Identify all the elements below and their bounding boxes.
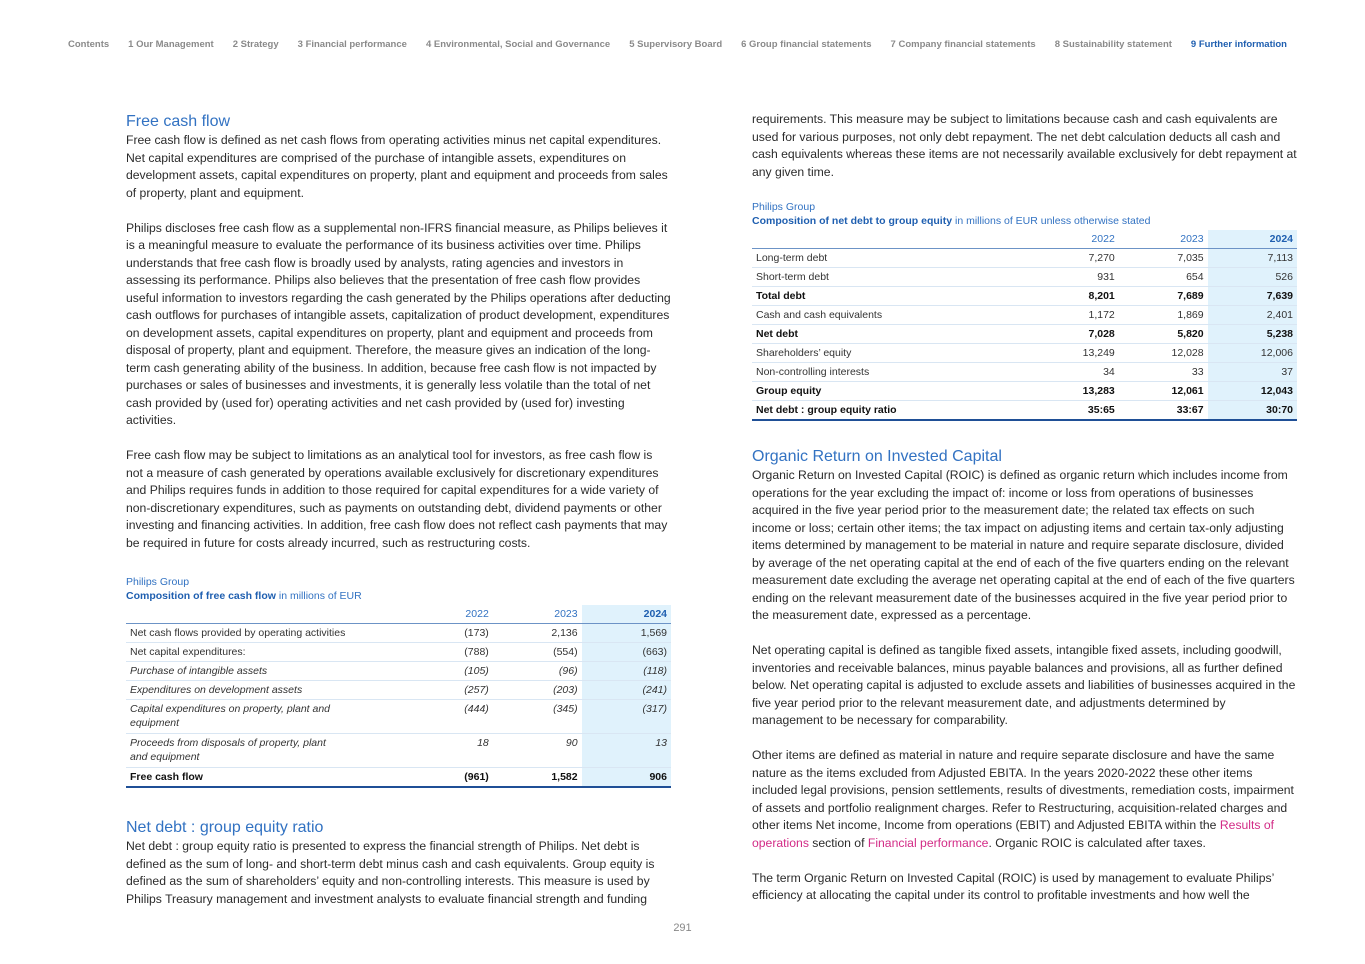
fcf-paragraph-1: Free cash flow is defined as net cash flows from operating activities minus net capital expenditures. Net capital expenditures are comprised of the purchase of intangible assets, expenditures on development assets, capital expenditures on property, plant and equipment and proceeds from sales of property, plant and equipment. [126, 133, 668, 200]
table-row-subtotal [752, 382, 1297, 401]
net-debt-table-title [752, 214, 1297, 228]
row-label: Non-controlling interests [752, 363, 1030, 382]
table-row-subtotal [752, 287, 1297, 306]
row-label: Shareholders’ equity [752, 344, 1030, 363]
row-label: Net debt [752, 325, 1030, 344]
row-label: Long-term debt [752, 249, 1030, 268]
cell-2022: (257) [404, 681, 493, 700]
cell-2024: 12,006 [1208, 344, 1297, 363]
cell-2022: 13,283 [1030, 382, 1119, 401]
row-label: Net capital expenditures: [126, 643, 404, 662]
row-label: Expenditures on development assets [126, 681, 404, 700]
cell-2024: 7,113 [1208, 249, 1297, 268]
cell-2023: 90 [493, 734, 582, 768]
net-debt-table-block [752, 201, 1297, 421]
net-debt-table [752, 230, 1297, 421]
cell-2023: 2,136 [493, 624, 582, 643]
table-row-total [752, 401, 1297, 421]
free-cash-flow-heading: Free cash flow [126, 113, 231, 130]
cell-2024: 906 [582, 768, 671, 788]
roic-paragraph-4: The term Organic Return on Invested Capital (ROIC) is used by management to evaluate Philips’ efficiency at allocating the capital under its control to profitable investments and how well the [752, 870, 1274, 902]
row-label: Net cash flows provided by operating activities [126, 624, 404, 643]
nav-sustainability-statement[interactable]: 8 Sustainability statement [1054, 39, 1172, 50]
cell-2024: 526 [1208, 268, 1297, 287]
top-navigation [68, 39, 1365, 50]
page-number: 291 [673, 922, 692, 934]
table-row [126, 624, 671, 643]
cell-2024: 37 [1208, 363, 1297, 382]
fcf-table-group: Philips Group [126, 576, 190, 588]
cell-2023: 33:67 [1119, 401, 1208, 421]
roic-paragraph-1: Organic Return on Invested Capital (ROIC) is defined as organic return which includes income from operations for the year excluding the impact of: income or loss from operations of businesses acquired in the five year period prior to the measurement date; the related tax effects on such income or loss; certain other items; the tax impact on adjusting items and certain tax-only adjusting items determined by management to be material in nature and require separate disclosure, divided by average of the net operating capital at the end of each of the five quarters ending on the relevant measurement date excluding the average net operating capital at the end of each of the five quarters ending on the relevant measurement date of the businesses acquired in the five year period prior to the measurement date, expressed as a percentage. [752, 468, 1295, 622]
cell-2024: (663) [582, 643, 671, 662]
net-debt-table-header [752, 230, 1297, 249]
cell-2023: 5,820 [1119, 325, 1208, 344]
year-2022-header: 2022 [1030, 230, 1119, 249]
year-2023-header: 2023 [1119, 230, 1208, 249]
net-debt-paragraph-1: Net debt : group equity ratio is presented to express the financial strength of Philips. Net debt is defined as the sum of long- and short-term debt minus cash and cash equivalents. Group equity is defined as the sum of shareholders’ equity and non-controlling interests. This measure is used by Philips Treasury management and investment analysts to evaluate financial strength and funding [126, 839, 655, 906]
fcf-table-header [126, 605, 671, 624]
roic-p3-text-a: Other items are defined as material in nature and require separate disclosure and have the same nature as the items excluded from Adjusted EBITA. In the years 2020-2022 these other items included legal provisions, pension settlements, results of divestments, remediation costs, impairment of assets and portfolio realignment charges. Refer to Restructuring, acquisition-related charges and other items Net income, Income from operations (EBIT) and Adjusted EBITA within the [752, 748, 1294, 832]
table-row [126, 700, 671, 734]
cell-2024: 5,238 [1208, 325, 1297, 344]
fcf-table-title-unit: in millions of EUR [275, 590, 362, 602]
net-debt-table-title-unit: in millions of EUR unless otherwise stated [952, 215, 1151, 227]
cell-2024: 12,043 [1208, 382, 1297, 401]
table-row [126, 734, 671, 768]
nav-supervisory-board[interactable]: 5 Supervisory Board [629, 39, 723, 50]
net-debt-table-group: Philips Group [752, 201, 816, 213]
net-debt-table-title-bold: Composition of net debt to group equity [752, 215, 953, 227]
cell-2022: 7,028 [1030, 325, 1119, 344]
table-row [752, 344, 1297, 363]
nav-further-information[interactable]: 9 Further information [1190, 39, 1287, 50]
cell-2023: 33 [1119, 363, 1208, 382]
cell-2022: (173) [404, 624, 493, 643]
cell-2022: 34 [1030, 363, 1119, 382]
cell-2022: 8,201 [1030, 287, 1119, 306]
cell-2022: 18 [404, 734, 493, 768]
table-row [752, 306, 1297, 325]
cell-2022: 931 [1030, 268, 1119, 287]
row-label: Capital expenditures on property, plant and equipment [126, 700, 404, 734]
nav-strategy[interactable]: 2 Strategy [232, 39, 279, 50]
year-2022-header: 2022 [404, 605, 493, 624]
nav-our-management[interactable]: 1 Our Management [128, 39, 214, 50]
fcf-table-title [126, 589, 671, 603]
cell-2023: (203) [493, 681, 582, 700]
cell-2023: (96) [493, 662, 582, 681]
row-label: Purchase of intangible assets [126, 662, 404, 681]
nav-group-financial-statements[interactable]: 6 Group financial statements [741, 39, 872, 50]
table-row-total [126, 768, 671, 788]
roic-paragraph-3 [752, 747, 1297, 852]
table-row [752, 268, 1297, 287]
cell-2024: 30:70 [1208, 401, 1297, 421]
net-debt-paragraph-1-continued: requirements. This measure may be subject to limitations because cash and cash equivalents are used for various purposes, not only debt repayment. The net debt calculation deducts all cash and cash equivalents whereas these items are not necessarily available exclusively for debt repayment at any given time. [752, 112, 1297, 179]
row-label: Net debt : group equity ratio [752, 401, 1030, 421]
table-row [126, 681, 671, 700]
roic-paragraph-2: Net operating capital is defined as tangible fixed assets, intangible fixed assets, including goodwill, inventories and receivable balances, minus payable balances and provisions, all as further defined below. Net operating capital is adjusted to exclude assets and liabilities of businesses acquired in the five year period prior to the relevant measurement date, and adjustments determined by management to be necessary for comparability. [752, 643, 1296, 727]
cell-2022: (444) [404, 700, 493, 734]
cell-2022: 35:65 [1030, 401, 1119, 421]
cell-2024: (118) [582, 662, 671, 681]
cell-2022: 7,270 [1030, 249, 1119, 268]
results-of-operations-link[interactable]: Results of operations [752, 818, 1275, 850]
fcf-paragraph-2: Philips discloses free cash flow as a supplemental non-IFRS financial measure, as Philips believes it is a meaningful measure to evaluate the performance of its business activities over time. Philips understands that free cash flow is broadly used by analysts, rating agencies and investors in assessing its performance. Philips also believes that the presentation of free cash flow provides useful information to investors regarding the cash generated by the Philips operations after deducting cash outflows for purchases of intangible assets, capitalization of product development, expenditures on development assets, capital expenditures on property, plant and equipment and proceeds from disposal of property, plant and equipment. Therefore, the measure gives an indication of the long-term cash generating ability of the business. In addition, because free cash flow is not impacted by purchases or sales of businesses and investments, it is generally less volatile than the total of net cash provided by (used for) operating activities and net cash provided by (used for) investing activities. [126, 220, 671, 427]
cell-2022: 13,249 [1030, 344, 1119, 363]
cell-2024: 13 [582, 734, 671, 768]
table-row [126, 643, 671, 662]
table-row [126, 662, 671, 681]
fcf-paragraph-3: Free cash flow may be subject to limitations as an analytical tool for investors, as free cash flow is not a measure of cash generated by operations available exclusively for discretionary expenditures and Philips requires funds in addition to those required for capital expenditures for a wide variety of non-discretionary expenditures, such as payments on outstanding debt, dividend payments or other investing and financing activities. In addition, free cash flow does not reflect cash payments that may be required in future for costs already incurred, such as restructuring costs. [126, 448, 668, 550]
cell-2022: (961) [404, 768, 493, 788]
table-row [752, 363, 1297, 382]
table-row-subtotal [752, 325, 1297, 344]
year-2023-header: 2023 [493, 605, 582, 624]
fcf-table-title-bold: Composition of free cash flow [126, 590, 276, 602]
cell-2023: 7,689 [1119, 287, 1208, 306]
fcf-table-block [126, 576, 671, 788]
row-label: Proceeds from disposals of property, plant and equipment [126, 734, 404, 768]
roic-p3-text-b: section of [808, 835, 868, 850]
net-debt-heading: Net debt : group equity ratio [126, 819, 324, 836]
cell-2024: 7,639 [1208, 287, 1297, 306]
left-column [126, 112, 671, 908]
cell-2024: 1,569 [582, 624, 671, 643]
table-row [752, 249, 1297, 268]
fcf-table [126, 605, 671, 788]
nav-esg[interactable]: 4 Environmental, Social and Governance [425, 39, 611, 50]
cell-2024: (317) [582, 700, 671, 734]
roic-p3-text-c: . Organic ROIC is calculated after taxes. [988, 835, 1206, 850]
cell-2023: 654 [1119, 268, 1208, 287]
year-2024-header: 2024 [1208, 230, 1297, 249]
nav-company-financial-statements[interactable]: 7 Company financial statements [890, 39, 1036, 50]
cell-2022: (105) [404, 662, 493, 681]
cell-2023: 1,582 [493, 768, 582, 788]
cell-2023: 12,028 [1119, 344, 1208, 363]
cell-2024: (241) [582, 681, 671, 700]
cell-2022: (788) [404, 643, 493, 662]
year-2024-header: 2024 [582, 605, 671, 624]
cell-2023: (345) [493, 700, 582, 734]
cell-2022: 1,172 [1030, 306, 1119, 325]
row-label: Cash and cash equivalents [752, 306, 1030, 325]
cell-2023: 12,061 [1119, 382, 1208, 401]
row-label: Total debt [752, 287, 1030, 306]
nav-contents[interactable]: Contents [68, 39, 110, 50]
financial-performance-link[interactable]: Financial performance [867, 835, 989, 850]
cell-2023: 7,035 [1119, 249, 1208, 268]
nav-financial-performance[interactable]: 3 Financial performance [297, 39, 407, 50]
roic-heading: Organic Return on Invested Capital [752, 448, 1002, 465]
row-label: Short-term debt [752, 268, 1030, 287]
row-label: Free cash flow [126, 768, 404, 788]
cell-2023: (554) [493, 643, 582, 662]
row-label: Group equity [752, 382, 1030, 401]
cell-2023: 1,869 [1119, 306, 1208, 325]
right-column [752, 111, 1297, 905]
cell-2024: 2,401 [1208, 306, 1297, 325]
